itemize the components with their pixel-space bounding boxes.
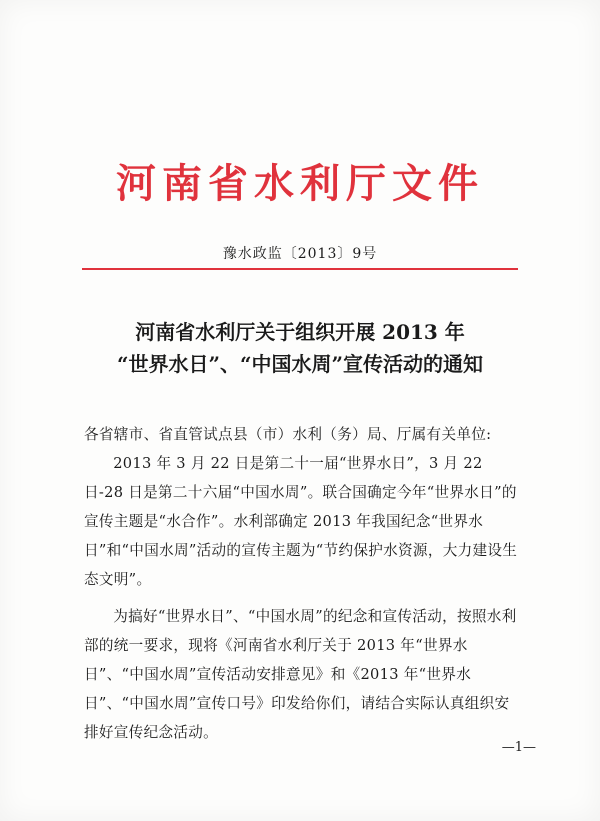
paragraph-1: 2013 年 3 月 22 日是第二十一届“世界水日”，3 月 22 日-28 日是第二十六届“中国水周”。联合国确定今年“世界水日”的宣传主题是“水合作”。水利部确定 2013 年我国纪念“世界水日”和“中国水周”活动的宣传主题为“节约保护水资源，大力建设生态文明”。 <box>84 455 518 588</box>
salutation: 各省辖市、省直管试点县（市）水利（务）局、厅属有关单位: <box>84 426 492 443</box>
issuing-organization-title: 河南省水利厅文件 <box>116 160 484 207</box>
paragraph-2: 为搞好“世界水日”、“中国水周”的纪念和宣传活动，按照水利部的统一要求，现将《河南省水利厅关于 2013 年“世界水日”、“中国水周”宣传活动安排意见》和《2013 年“世界水日”、“中国水周”宣传口号》印发给你们，请结合实际认真组织安排好宣传纪念活动。 <box>84 608 517 741</box>
document-number: 豫水政监〔2013〕9号 <box>222 246 378 262</box>
notice-title-line-2: “世界水日”、“中国水周”宣传活动的通知 <box>116 352 483 376</box>
notice-title-line-1: 河南省水利厅关于组织开展 2013 年 <box>135 320 465 344</box>
page-number: —1— <box>501 740 536 755</box>
notice-body <box>84 420 524 747</box>
notice-title <box>0 316 600 380</box>
red-divider-line <box>82 268 518 270</box>
